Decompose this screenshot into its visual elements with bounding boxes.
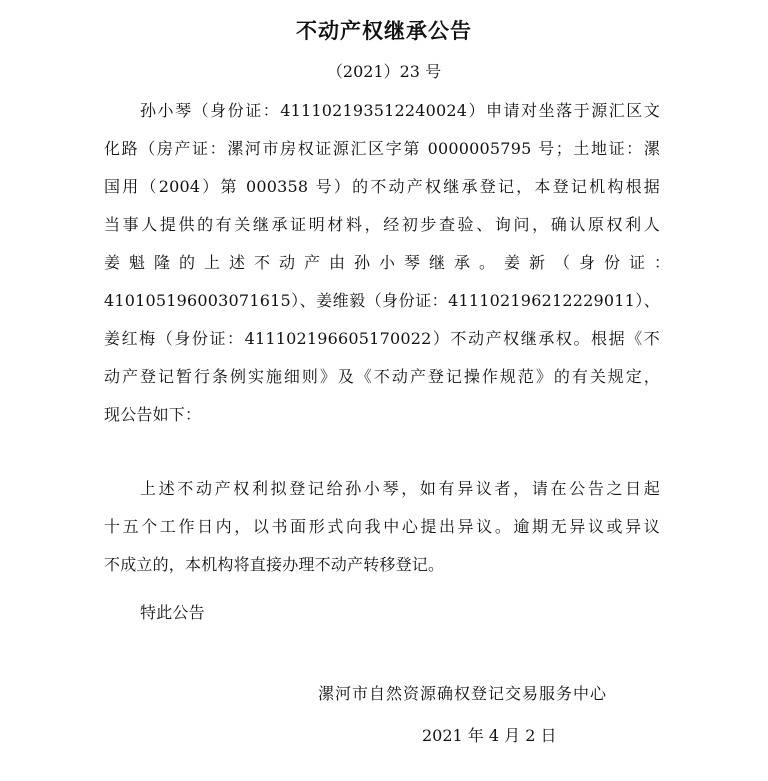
paragraph-line: 姜魁隆的上述不动产由孙小琴继承。姜新（身份证： [104, 253, 680, 272]
paragraph-line: 姜红梅（身份证：411102196605170022）不动产权继承权。根据《不 [104, 329, 660, 348]
notice-paragraph-announcement [104, 470, 660, 584]
paragraph-line: 化路（房产证：漯河市房权证源汇区字第 0000005795 号；土地证：漯 [104, 139, 660, 158]
paragraph-line: 410105196003071615）、姜维毅（身份证：411102196212229011）、 [104, 291, 660, 310]
issuer-signature: 漯河市自然资源确权登记交易服务中心 [318, 684, 608, 703]
notice-closing [104, 594, 660, 632]
paragraph-line: 动产登记暂行条例实施细则》及《不动产登记操作规范》的有关规定， [104, 367, 660, 386]
closing-text: 特此公告 [140, 603, 205, 622]
paragraph-line: 孙小琴（身份证：411102193512240024）申请对坐落于源汇区文 [140, 101, 660, 120]
notice-title: 不动产权继承公告 [296, 19, 472, 43]
paragraph-line: 国用（2004）第 000358 号）的不动产权继承登记，本登记机构根据 [104, 177, 660, 196]
issue-date: 2021 年 4 月 2 日 [422, 726, 557, 745]
paragraph-line: 现公告如下： [104, 405, 202, 424]
paragraph-line: 上述不动产权利拟登记给孙小琴，如有异议者，请在公告之日起 [140, 479, 660, 498]
document-number: （2021）23 号 [326, 62, 442, 81]
paragraph-line: 不成立的，本机构将直接办理不动产转移登记。 [104, 555, 445, 574]
notice-paragraph-main [104, 92, 680, 434]
paragraph-line: 当事人提供的有关继承证明材料，经初步查验、询问，确认原权利人 [104, 215, 660, 234]
paragraph-line: 十五个工作日内，以书面形式向我中心提出异议。逾期无异议或异议 [104, 517, 660, 536]
